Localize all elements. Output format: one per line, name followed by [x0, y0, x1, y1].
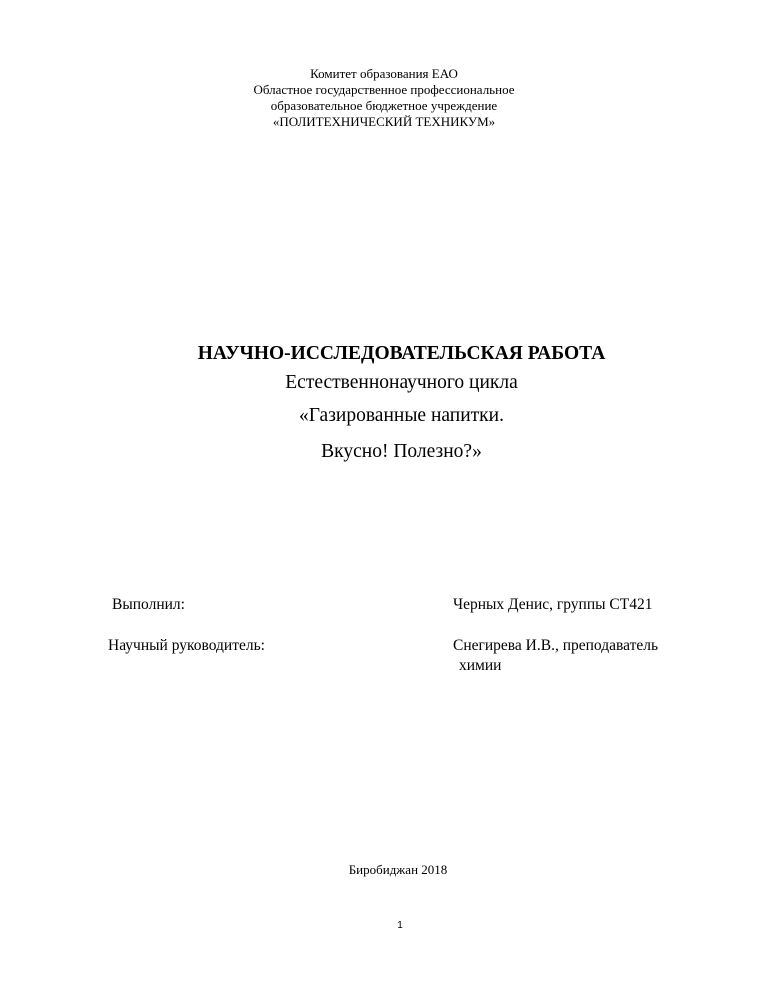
page-number: 1 — [397, 920, 403, 931]
institution-header — [0, 66, 768, 130]
header-line-institution-name: «ПОЛИТЕХНИЧЕСКИЙ ТЕХНИКУМ» — [272, 114, 496, 129]
document-subtitle-topic-line1: «Газированные напитки. — [299, 405, 504, 426]
document-subtitle-topic-line2: Вкусно! Полезно?» — [321, 441, 482, 462]
header-line-institution-type: образовательное бюджетное учреждение — [270, 98, 498, 113]
supervisor-subject: химии — [459, 657, 502, 674]
performer-label: Выполнил: — [112, 596, 185, 613]
performer-name: Черных Денис, группы СТ421 — [453, 596, 653, 613]
city-year: Биробиджан 2018 — [348, 862, 448, 877]
supervisor-label: Научный руководитель: — [108, 637, 265, 654]
performer-value — [453, 595, 653, 615]
document-subtitle-cycle: Естественнонаучного цикла — [285, 372, 518, 393]
document-title: НАУЧНО-ИССЛЕДОВАТЕЛЬСКАЯ РАБОТА — [197, 343, 606, 364]
header-line-state: Областное государственное профессиональное — [253, 82, 515, 97]
supervisor-name: Снегирева И.В., преподаватель — [453, 637, 659, 654]
supervisor-value — [453, 636, 658, 676]
header-line-committee: Комитет образования ЕАО — [310, 66, 458, 81]
title-block — [0, 340, 768, 470]
